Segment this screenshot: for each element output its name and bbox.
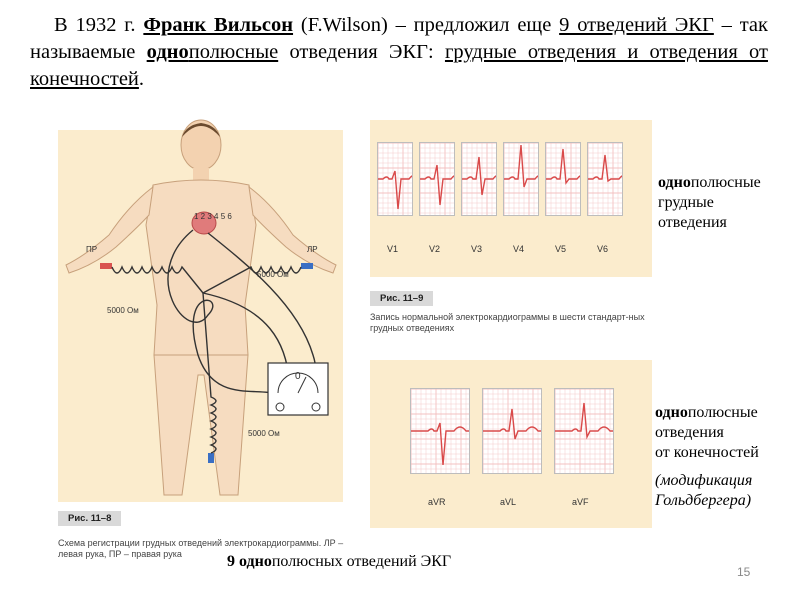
chest-leads-caption-head: Рис. 11–9 [370, 291, 433, 306]
resistor-label-2: 5000 Ом [107, 306, 139, 315]
chest-leads-caption [370, 288, 655, 334]
body-figure-caption-head: Рис. 11–8 [58, 511, 121, 526]
head-shape [181, 120, 221, 170]
chest-numbers-label: 1 2 3 4 5 6 [194, 212, 232, 221]
chest-lead-card [461, 142, 497, 216]
page-number: 15 [737, 565, 751, 579]
chest-lead-label: V3 [471, 244, 483, 254]
chest-lead-card [377, 142, 413, 216]
right-arm-label: ПР [86, 245, 98, 254]
nine-leads-text: 9 отведений ЭКГ [559, 14, 714, 36]
limb-lead-label: aVR [428, 497, 446, 507]
body-diagram [58, 115, 348, 505]
chest-limb-text: грудные отведения и отведения от конечностей [30, 41, 768, 90]
chest-lead-label: V5 [555, 244, 567, 254]
limb-lead-card [410, 388, 470, 474]
left-arm-label: ЛР [307, 245, 318, 254]
chest-lead-label: V2 [429, 244, 441, 254]
legs-shape [154, 355, 248, 495]
wilson-name: Франк Вильсон [143, 14, 294, 36]
chest-lead-card [545, 142, 581, 216]
body-figure-caption-text: Схема регистрации грудных отведений электрокардиограммы. ЛР – левая рука, ПР – правая рука [58, 538, 344, 559]
chest-leads-note: однополюсные грудные отведения [658, 174, 761, 231]
resistor-label-3: 5000 Ом [248, 429, 280, 438]
chest-lead-label: V1 [387, 244, 399, 254]
resistor-label-1: 5000 Ом [257, 270, 289, 279]
chest-leads-caption-text: Запись нормальной электрокардиограммы в шести стандарт-ных грудных отведениях [370, 312, 645, 333]
limb-lead-card [482, 388, 542, 474]
right-arm-shape [66, 187, 153, 273]
limb-lead-label: aVF [572, 497, 589, 507]
left-arm-shape [249, 187, 336, 273]
chest-lead-card [587, 142, 623, 216]
meter-zero-label: 0 [295, 371, 301, 382]
limb-lead-card [554, 388, 614, 474]
chest-lead-card [503, 142, 539, 216]
ecg-trace [555, 403, 613, 437]
bottom-note: 9 однополюсных отведений ЭКГ [227, 553, 452, 570]
chest-lead-card [419, 142, 455, 216]
limb-lead-label: aVL [500, 497, 517, 507]
chest-lead-label: V4 [513, 244, 525, 254]
chest-lead-label: V6 [597, 244, 609, 254]
intro-paragraph: В 1932 г. Франк Вильсон (F.Wilson) – предложил еще 9 отведений ЭКГ – так называемые однополюсные отведения ЭКГ: грудные отведения и отведения от конечностей. [30, 14, 768, 90]
limb-leads-note: однополюсные отведения от конечностей (модификация Гольдбергера) [655, 404, 759, 509]
